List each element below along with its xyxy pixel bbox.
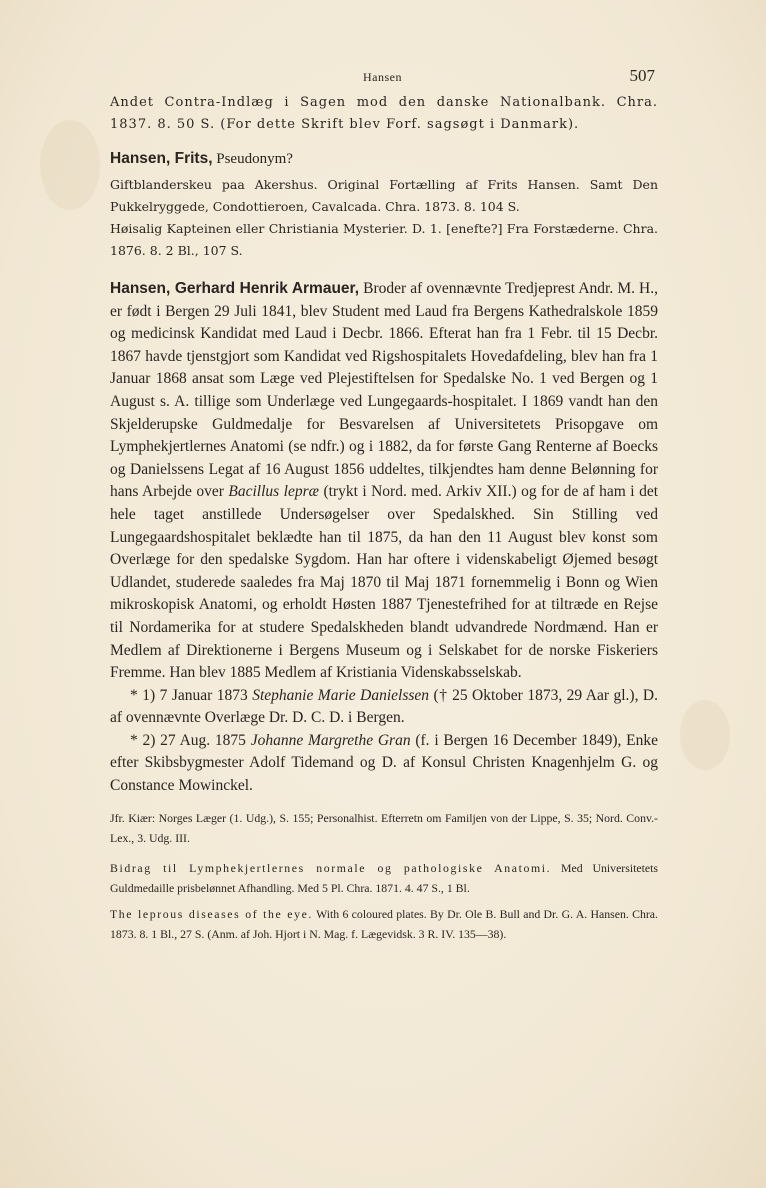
entry-continuation: Andet Contra-Indlæg i Sagen mod den danske Nationalbank. Chra. 1837. 8. 50 S. (For dette Skrift blev Forf. sagsøgt i Danmark). xyxy=(110,95,658,132)
work-details: With 6 coloured plates. By Dr. Ole B. Bull and Dr. G. A. Hansen. Chra. 1873. 8. 1 Bl., 27 S. (Anm. af Joh. Hjort i N. Mag. f. Lægevidsk. 3 R. IV. 135—38). xyxy=(110,906,658,941)
paper-stain xyxy=(680,700,730,770)
entry-description: Pseudonym? xyxy=(212,151,293,167)
entry-name: Hansen, Frits, xyxy=(110,150,213,167)
marriage-details: (f. i Bergen 16 December 1849), Enke efter Skibsbygmester Adolf Tidemand og D. af Konsul Christen Knagenhjelm G. og Constance Mowinckel. xyxy=(110,731,658,795)
references: Jfr. Kiær: Norges Læger (1. Udg.), S. 155; Personalhist. Efterretn om Familjen von der Lippe, S. 35; Nord. Conv.-Lex., 3. Udg. III. xyxy=(110,810,658,845)
biography-text: (trykt i Nord. med. Arkiv XII.) og for de af ham i det hele taget anstillede Undersøgelser over Spedalskhed. Sin Stilling ved Lungegaardshospitalet beklædte han til 1875, da han den 11 August blev konst som Overlæge for den spedalske Sygdom. Han har oftere i videnskabeligt Øjemed besøgt Udlandet, studerede saaledes fra Maj 1870 til Maj 1871 fornemmelig i Bonn og Wien mikroskopisk Anatomi, og erholdt Høsten 1887 Tjenestefrihed for at tiltræde en Rejse til Nordamerika for at studere Spedalskheden blandt udvandrede Nordmænd. Han er Medlem af Direktionerne i Bergens Museum og i Selskabet for de norske Fiskeriers Fremme. Han blev 1885 Medlem af Kristiania Videnskabsselskab. xyxy=(110,483,659,682)
biography-italic: Bacillus lepræ xyxy=(228,483,319,501)
work-entry xyxy=(110,858,658,898)
work-title: Bidrag til Lymphekjertlernes normale og pathologiske Anatomi. xyxy=(110,860,552,875)
running-head: Hansen xyxy=(363,70,402,84)
page-number: 507 xyxy=(629,66,655,85)
entry-armauer-hansen xyxy=(110,278,658,685)
marriage-2 xyxy=(110,730,658,798)
marriage-date: * 2) 27 Aug. 1875 xyxy=(130,731,251,749)
marriage-1 xyxy=(110,685,658,730)
work-entry: Høisalig Kapteinen eller Christiania Mysterier. D. 1. [enefte?] Fra Forstæderne. Chra. 1876. 8. 2 Bl., 107 S. xyxy=(110,221,658,258)
work-entry: Giftblanderskeu paa Akershus. Original Fortælling af Frits Hansen. Samt Den Pukkelryggede, Condottieroen, Cavalcada. Chra. 1873. 8. 104 S. xyxy=(110,177,658,214)
paper-stain xyxy=(40,120,100,210)
spouse-name: Johanne Margrethe Gran xyxy=(250,731,411,749)
entry-name: Hansen, Gerhard Henrik Armauer, xyxy=(110,280,360,297)
spouse-name: Stephanie Marie Danielssen xyxy=(252,686,430,704)
page-header xyxy=(110,66,655,90)
work-title: The leprous diseases of the eye. xyxy=(110,906,313,921)
entry-frits-hansen xyxy=(110,148,658,170)
biography-text: Broder af ovennævnte Tredjeprest Andr. M. H., er født i Bergen 29 Juli 1841, blev Student med Laud fra Bergens Kathedralskole 1859 og medicinsk Kandidat med Laud i Decbr. 1866. Efterat han fra 1 Febr. til 15 Decbr. 1867 havde tjenstgjort som Kandidat ved Rigshospitalets Hovedafdeling, blev han fra 1 Januar 1868 ansat som Læge ved Plejestiftelsen for Spedalske No. 1 ved Bergen og 1 August s. A. tillige som Underlæge ved Lungegaards-hospitalet. I 1869 vandt han den Skjelderupske Guldmedalje for Besvarelsen af Universitetets Prisopgave om Lymphekjertlernes Anatomi (se ndfr.) og i 1882, da for første Gang Renterne af Boecks og Danielssens Legat af 16 August 1856 uddeltes, tilkjendtes ham denne Belønning for hans Arbejde over xyxy=(110,280,659,501)
work-details: Med Universitetets Guldmedaille prisbelønnet Afhandling. Med 5 Pl. Chra. 1871. 4. 47 S., 1 Bl. xyxy=(110,860,659,895)
page-body xyxy=(110,92,658,944)
work-entry xyxy=(110,904,658,944)
marriage-details: († 25 Oktober 1873, 29 Aar gl.), D. af ovennævnte Overlæge Dr. D. C. D. i Bergen. xyxy=(110,686,658,727)
marriage-date: * 1) 7 Januar 1873 xyxy=(130,686,253,704)
